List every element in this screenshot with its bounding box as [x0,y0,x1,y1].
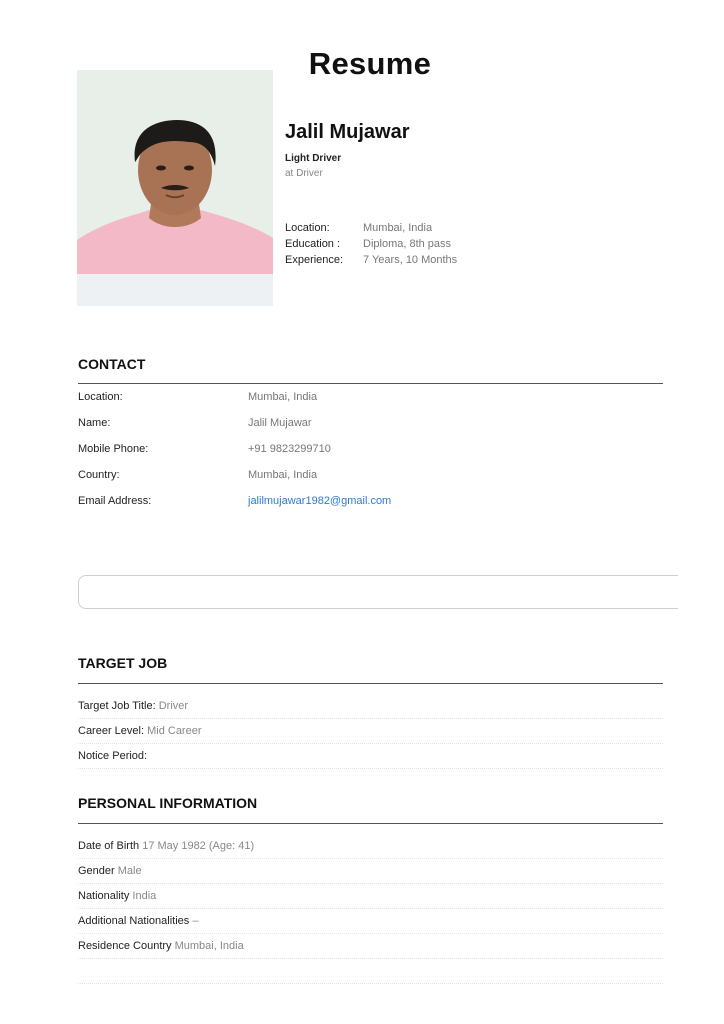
contact-row-country [78,468,663,494]
personal-info-list [78,834,663,984]
contact-list [78,390,663,520]
contact-heading: CONTACT [78,356,146,372]
detail-row-experience [285,252,457,268]
field-value: Driver [158,700,189,712]
target-job-heading: TARGET JOB [78,655,168,671]
target-job-row [78,694,663,719]
field-label: Career Level: [78,725,148,737]
personal-info-row [78,834,663,859]
field-value: Mid Career [147,725,202,737]
profile-photo [77,70,273,306]
section-divider [78,823,663,824]
field-label: Residence Country [78,940,175,952]
field-value: 17 May 1982 (Age: 41) [142,840,255,852]
field-value: Mumbai, India [174,940,244,952]
target-job-list [78,694,663,769]
personal-info-row [78,934,663,959]
detail-row-education [285,236,457,252]
contact-label: Country: [78,469,120,481]
field-label: Gender [78,865,118,877]
personal-info-row [78,909,663,934]
field-label: Notice Period: [78,750,148,762]
detail-value: Diploma, 8th pass [363,238,452,250]
contact-value: Mumbai, India [248,469,318,481]
section-divider [78,383,663,384]
target-job-row [78,744,663,769]
personal-info-row [78,859,663,884]
personal-info-spacer-row [78,959,663,984]
field-label: Date of Birth [78,840,143,852]
personal-info-heading: PERSONAL INFORMATION [78,795,258,811]
field-label: Additional Nationalities [78,915,193,927]
contact-label: Email Address: [78,495,152,507]
detail-label: Education : [285,238,341,250]
detail-value: 7 Years, 10 Months [363,254,458,266]
detail-row-location [285,220,457,236]
page-title: Resume [308,46,432,81]
contact-label: Mobile Phone: [78,443,149,455]
job-title: Light Driver [285,153,342,164]
contact-row-phone [78,442,663,468]
contact-label: Name: [78,417,111,429]
contact-row-email [78,494,663,520]
email-link[interactable]: jalilmujawar1982@gmail.com [248,495,392,507]
candidate-name: Jalil Mujawar [285,121,410,143]
field-value: India [132,890,157,902]
target-job-row [78,719,663,744]
profile-details [285,220,457,268]
field-label: Target Job Title: [78,700,159,712]
detail-value: Mumbai, India [363,222,433,234]
contact-row-name [78,416,663,442]
empty-panel [78,575,678,609]
section-divider [78,683,663,684]
contact-value: Mumbai, India [248,391,318,403]
contact-label: Location: [78,391,123,403]
contact-value: +91 9823299710 [248,443,331,455]
field-value: Male [117,865,142,877]
field-value: – [192,915,199,927]
detail-label: Location: [285,222,330,234]
contact-value: Jalil Mujawar [248,417,312,429]
personal-info-row [78,884,663,909]
job-subtitle: at Driver [285,168,323,179]
contact-row-location [78,390,663,416]
detail-label: Experience: [285,254,344,266]
field-label: Nationality [78,890,133,902]
